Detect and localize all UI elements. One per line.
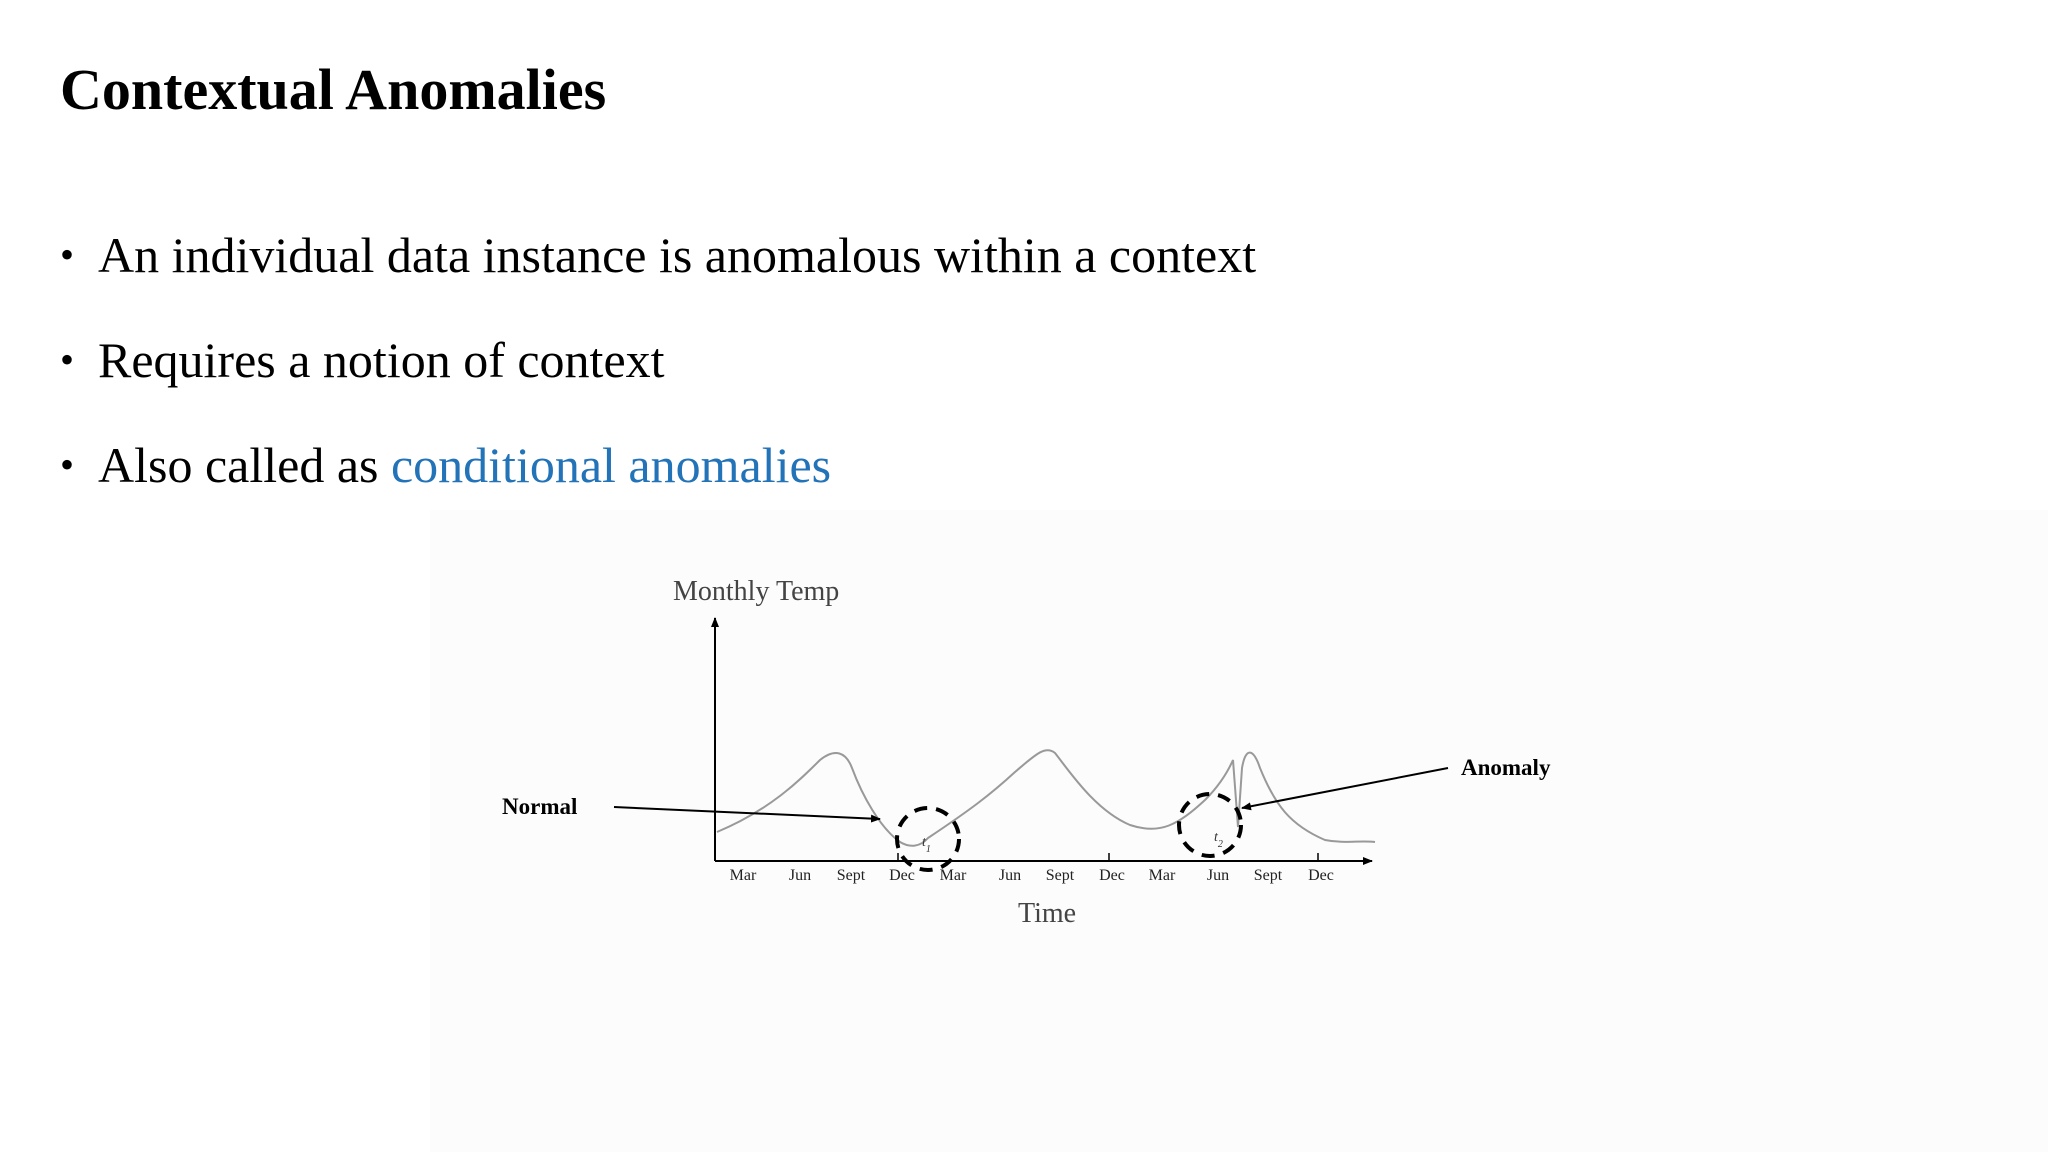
bullet-item-3 <box>60 435 1256 495</box>
x-tick-label: Jun <box>1206 867 1230 884</box>
bullet-point-icon: • <box>60 337 75 382</box>
x-tick-label: Dec <box>1308 867 1334 884</box>
x-tick-label: Mar <box>939 867 967 884</box>
temperature-chart <box>430 510 1630 950</box>
x-tick-label: Jun <box>998 867 1022 884</box>
bullet-item-1 <box>60 225 1256 285</box>
anomaly-label: Anomaly <box>1461 755 1551 780</box>
highlighted-term: conditional anomalies <box>390 437 832 493</box>
bullet-point-icon: • <box>60 232 75 277</box>
x-axis-label: Time <box>1018 898 1077 929</box>
y-axis-label: Monthly Temp <box>673 576 840 607</box>
slide-title: Contextual Anomalies <box>60 57 607 122</box>
bullet-point-icon: • <box>60 442 75 487</box>
x-tick-label: Jun <box>788 867 812 884</box>
x-tick-label: Mar <box>729 867 757 884</box>
bullet-item-2 <box>60 330 1256 390</box>
bullet-text: Requires a notion of context <box>98 332 665 388</box>
anomaly-point-circle <box>1179 794 1241 856</box>
anomaly-arrow <box>1242 768 1448 808</box>
bullet-text: An individual data instance is anomalous within a context <box>98 227 1257 283</box>
point-t2-label: $t_2$ <box>1214 830 1223 850</box>
x-tick-label: Mar <box>1148 867 1176 884</box>
x-tick-labels <box>730 867 1334 884</box>
normal-label: Normal <box>502 794 578 819</box>
point-t1-label: $t_1$ <box>922 835 931 855</box>
x-tick-label: Dec <box>1099 867 1125 884</box>
bullet-list <box>60 225 1256 540</box>
x-tick-label: Sept <box>1045 867 1075 884</box>
x-tick-label: Sept <box>1253 867 1283 884</box>
temperature-line <box>717 750 1375 846</box>
x-tick-label: Sept <box>836 867 866 884</box>
x-tick-label: Dec <box>889 867 915 884</box>
bullet-text: Also called as <box>98 437 391 493</box>
